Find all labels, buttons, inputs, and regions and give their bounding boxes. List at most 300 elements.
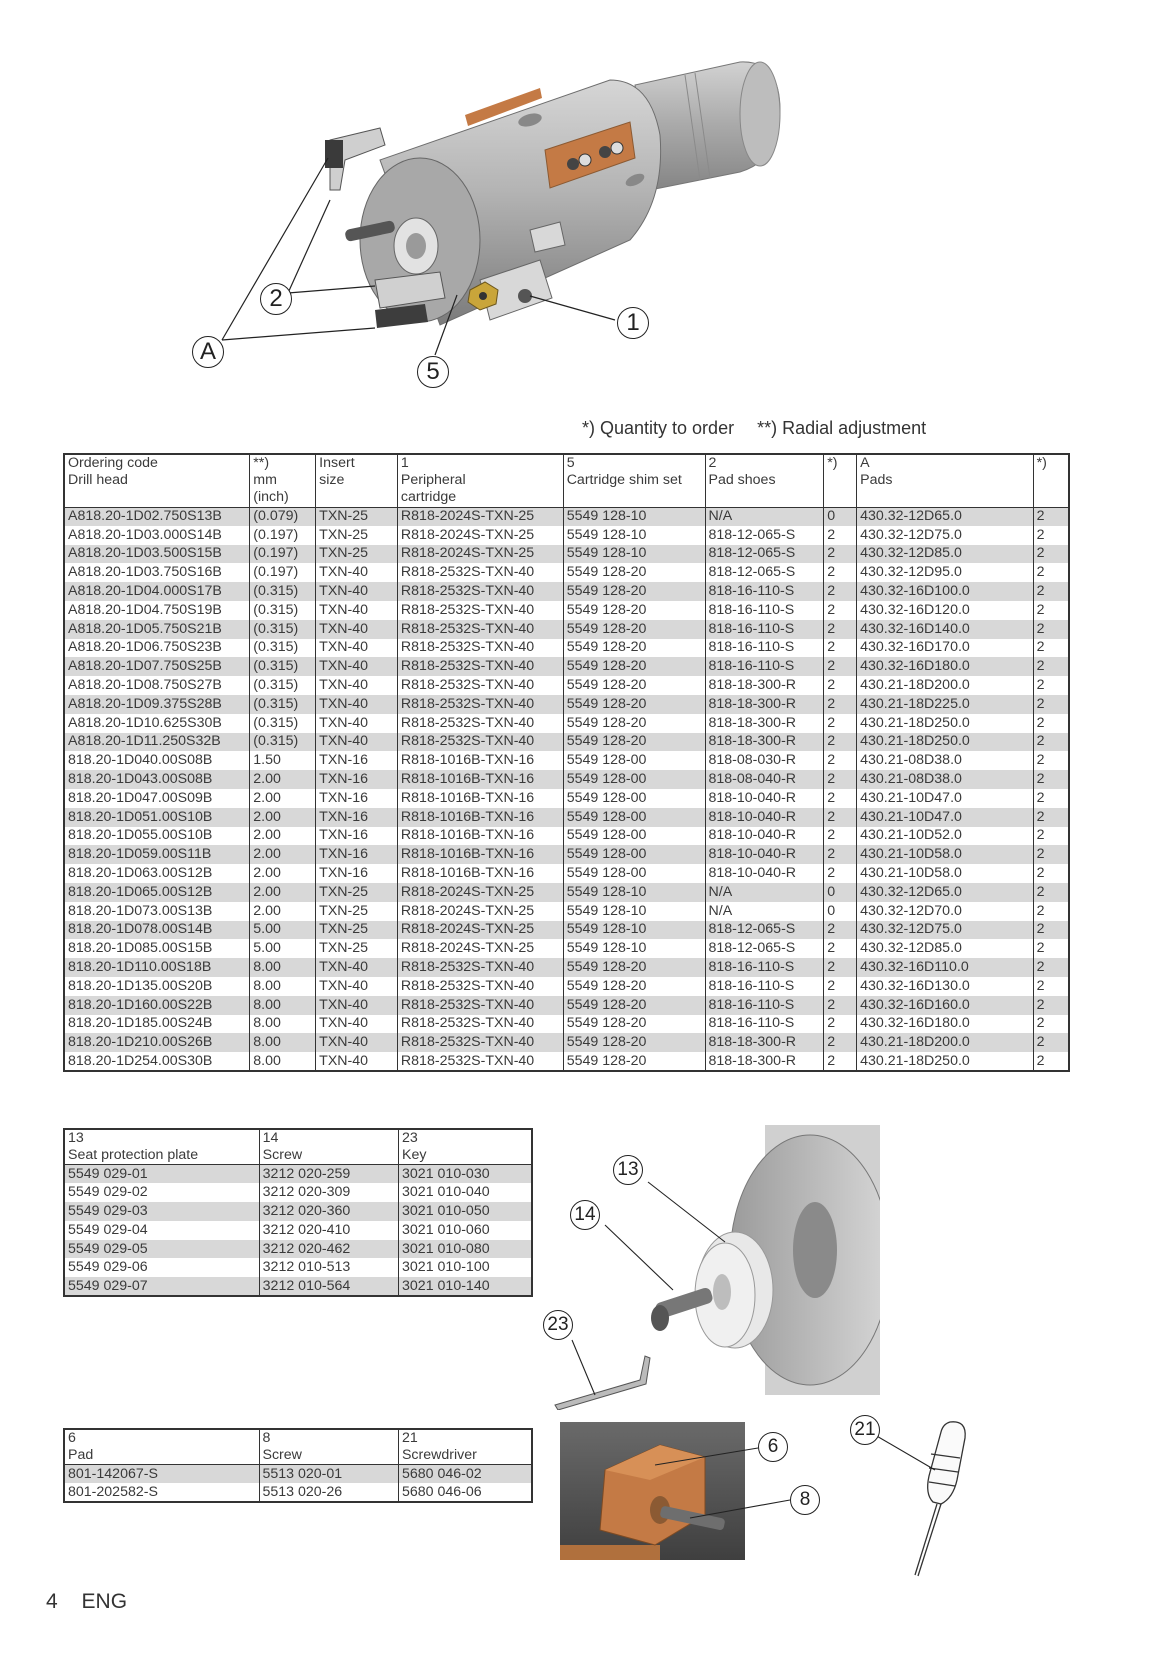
table-row <box>64 751 1069 770</box>
table-cell: 5549 128-00 <box>563 827 705 846</box>
radial-adjustment-note: **) Radial adjustment <box>757 418 927 438</box>
table-cell: 430.32-12D65.0 <box>857 507 1033 526</box>
table-cell: 5549 029-07 <box>64 1277 259 1296</box>
table-row <box>64 1277 532 1296</box>
table-cell: 430.32-16D100.0 <box>857 582 1033 601</box>
table-cell: A818.20-1D03.750S16B <box>64 563 250 582</box>
table-cell: 8.00 <box>250 996 316 1015</box>
table-cell: 8.00 <box>250 1052 316 1071</box>
table-cell: 818-18-300-R <box>705 714 824 733</box>
table-header-row <box>64 1129 532 1165</box>
table-cell: 2 <box>1033 695 1069 714</box>
table-cell: TXN-25 <box>316 883 398 902</box>
table-cell: 3021 010-100 <box>399 1258 532 1277</box>
table-cell: 2 <box>1033 939 1069 958</box>
table-cell: 3212 020-410 <box>259 1221 398 1240</box>
table-cell: 818-10-040-R <box>705 789 824 808</box>
table-cell: A818.20-1D03.500S15B <box>64 545 250 564</box>
table-cell: 818-16-110-S <box>705 657 824 676</box>
table-cell: TXN-40 <box>316 601 398 620</box>
table-cell: 3021 010-060 <box>399 1221 532 1240</box>
page-number: 4 <box>46 1590 58 1613</box>
table-cell: 818-08-030-R <box>705 751 824 770</box>
table-cell: 430.21-10D47.0 <box>857 808 1033 827</box>
column-header-line: size <box>319 472 345 488</box>
table-cell: 2 <box>824 714 857 733</box>
table-cell: 2 <box>824 657 857 676</box>
table-cell: R818-2532S-TXN-40 <box>397 1015 563 1034</box>
table-cell: 818-16-110-S <box>705 639 824 658</box>
table-cell: 2 <box>824 601 857 620</box>
column-header-line: 21 <box>401 1430 418 1446</box>
table-cell: TXN-16 <box>316 808 398 827</box>
table-cell: 430.21-18D250.0 <box>857 714 1033 733</box>
table-cell: 2 <box>1033 526 1069 545</box>
table-cell: 818-18-300-R <box>705 1033 824 1052</box>
table-cell: 2 <box>824 977 857 996</box>
table-cell: 5549 128-10 <box>563 902 705 921</box>
column-header-line: Seat protection plate <box>68 1147 199 1163</box>
table-cell: A818.20-1D04.750S19B <box>64 601 250 620</box>
table-cell: R818-2532S-TXN-40 <box>397 958 563 977</box>
table-cell: 2 <box>1033 921 1069 940</box>
table-cell: 0 <box>824 507 857 526</box>
table-cell: 430.21-10D58.0 <box>857 864 1033 883</box>
table-row <box>64 620 1069 639</box>
table-cell: 3212 020-259 <box>259 1165 398 1184</box>
table-row <box>64 902 1069 921</box>
table-cell: 2 <box>824 827 857 846</box>
table-cell: R818-1016B-TXN-16 <box>397 845 563 864</box>
table-row <box>64 639 1069 658</box>
table-cell: (0.197) <box>250 526 316 545</box>
table-cell: 5549 128-20 <box>563 733 705 752</box>
table-cell: 5513 020-01 <box>259 1465 398 1484</box>
column-header-line: Screw <box>262 1447 302 1463</box>
table-cell: TXN-40 <box>316 657 398 676</box>
table-cell: 5549 029-05 <box>64 1240 259 1259</box>
table-cell: 2 <box>824 921 857 940</box>
table-cell: 5549 029-03 <box>64 1202 259 1221</box>
table-cell: 801-142067-S <box>64 1465 259 1484</box>
table-cell: A818.20-1D03.000S14B <box>64 526 250 545</box>
table-cell: R818-1016B-TXN-16 <box>397 808 563 827</box>
table-cell: 818.20-1D043.00S08B <box>64 770 250 789</box>
table-row <box>64 695 1069 714</box>
table-cell: (0.315) <box>250 695 316 714</box>
table-cell: 430.21-10D58.0 <box>857 845 1033 864</box>
table-cell: 2 <box>824 639 857 658</box>
table-cell: 818.20-1D210.00S26B <box>64 1033 250 1052</box>
table-row <box>64 714 1069 733</box>
column-header <box>397 454 563 507</box>
table-cell: 430.32-16D180.0 <box>857 1015 1033 1034</box>
table-cell: 801-202582-S <box>64 1483 259 1502</box>
table-cell: 818-16-110-S <box>705 1015 824 1034</box>
table-cell: 2 <box>1033 1015 1069 1034</box>
table-cell: 2 <box>1033 676 1069 695</box>
table-cell: 2 <box>824 808 857 827</box>
column-header <box>64 454 250 507</box>
column-header-line: cartridge <box>400 489 457 505</box>
table-row <box>64 657 1069 676</box>
table-row <box>64 676 1069 695</box>
table-cell: R818-2532S-TXN-40 <box>397 676 563 695</box>
table-cell: 818-10-040-R <box>705 845 824 864</box>
table-row <box>64 1465 532 1484</box>
table-cell: 818.20-1D047.00S09B <box>64 789 250 808</box>
column-header <box>1033 454 1069 507</box>
table-cell: 818.20-1D135.00S20B <box>64 977 250 996</box>
table-cell: 818.20-1D185.00S24B <box>64 1015 250 1034</box>
table-cell: TXN-40 <box>316 639 398 658</box>
table-cell: 2 <box>1033 639 1069 658</box>
table-row <box>64 770 1069 789</box>
column-header <box>250 454 316 507</box>
table-cell: 818-18-300-R <box>705 733 824 752</box>
table-cell: 5549 128-20 <box>563 620 705 639</box>
table-cell: R818-1016B-TXN-16 <box>397 864 563 883</box>
pad-table <box>63 1428 533 1503</box>
table-cell: 430.32-16D110.0 <box>857 958 1033 977</box>
table-cell: (0.315) <box>250 657 316 676</box>
table-cell: 818-18-300-R <box>705 1052 824 1071</box>
column-header-line: Cartridge shim set <box>566 472 682 488</box>
table-cell: 5549 029-01 <box>64 1165 259 1184</box>
table-cell: 5549 128-20 <box>563 1052 705 1071</box>
table-cell: 2 <box>1033 789 1069 808</box>
table-cell: 818-18-300-R <box>705 695 824 714</box>
table-cell: R818-2024S-TXN-25 <box>397 526 563 545</box>
table-cell: R818-1016B-TXN-16 <box>397 770 563 789</box>
callout-14: 14 <box>570 1200 600 1230</box>
table-cell: (0.315) <box>250 582 316 601</box>
table-cell: (0.197) <box>250 545 316 564</box>
drill-head-illustration <box>180 40 820 410</box>
table-cell: 818.20-1D055.00S10B <box>64 827 250 846</box>
table-cell: 2 <box>824 1033 857 1052</box>
table-cell: 2 <box>1033 507 1069 526</box>
table-cell: 2 <box>1033 1052 1069 1071</box>
table-row <box>64 845 1069 864</box>
table-row <box>64 1202 532 1221</box>
table-row <box>64 733 1069 752</box>
table-cell: 818.20-1D110.00S18B <box>64 958 250 977</box>
table-cell: 818-16-110-S <box>705 958 824 977</box>
table-cell: 2.00 <box>250 883 316 902</box>
table-cell: 5549 128-20 <box>563 563 705 582</box>
column-header <box>399 1129 532 1165</box>
table-cell: 2 <box>1033 563 1069 582</box>
table-cell: 430.32-16D170.0 <box>857 639 1033 658</box>
table-row <box>64 958 1069 977</box>
table-cell: (0.315) <box>250 601 316 620</box>
table-cell: 430.21-18D225.0 <box>857 695 1033 714</box>
table-cell: 2 <box>1033 1033 1069 1052</box>
table-cell: TXN-25 <box>316 526 398 545</box>
table-cell: TXN-16 <box>316 789 398 808</box>
table-cell: 430.21-08D38.0 <box>857 751 1033 770</box>
table-cell: 2 <box>1033 883 1069 902</box>
table-cell: 3021 010-040 <box>399 1183 532 1202</box>
table-cell: 2.00 <box>250 808 316 827</box>
table-cell: TXN-40 <box>316 1015 398 1034</box>
column-header-line: *) <box>1036 455 1047 471</box>
table-cell: 430.32-12D75.0 <box>857 526 1033 545</box>
table-row <box>64 526 1069 545</box>
table-cell: 430.32-16D180.0 <box>857 657 1033 676</box>
table-cell: N/A <box>705 507 824 526</box>
table-cell: 2 <box>824 526 857 545</box>
table-cell: 430.32-12D85.0 <box>857 545 1033 564</box>
table-cell: TXN-25 <box>316 507 398 526</box>
table-cell: 2 <box>824 996 857 1015</box>
table-cell: 2 <box>1033 657 1069 676</box>
table-cell: 5549 128-20 <box>563 676 705 695</box>
table-cell: 2 <box>1033 977 1069 996</box>
table-row <box>64 1015 1069 1034</box>
table-cell: 2 <box>1033 714 1069 733</box>
table-cell: (0.315) <box>250 620 316 639</box>
table-cell: 8.00 <box>250 1015 316 1034</box>
table-cell: 430.21-18D250.0 <box>857 733 1033 752</box>
table-cell: 5549 128-20 <box>563 639 705 658</box>
table-cell: R818-2532S-TXN-40 <box>397 977 563 996</box>
table-cell: 3212 010-513 <box>259 1258 398 1277</box>
table-cell: TXN-40 <box>316 714 398 733</box>
table-cell: N/A <box>705 883 824 902</box>
table-cell: R818-2532S-TXN-40 <box>397 639 563 658</box>
table-cell: 2 <box>1033 545 1069 564</box>
seat-protection-illustration <box>547 1120 880 1410</box>
table-cell: 430.32-16D120.0 <box>857 601 1033 620</box>
table-cell: 5549 128-20 <box>563 582 705 601</box>
table-row <box>64 789 1069 808</box>
table-row <box>64 864 1069 883</box>
table-row <box>64 808 1069 827</box>
callout-1: 1 <box>617 307 649 339</box>
table-row <box>64 1240 532 1259</box>
table-cell: 5549 128-10 <box>563 883 705 902</box>
table-cell: 2 <box>1033 958 1069 977</box>
table-row <box>64 921 1069 940</box>
table-cell: TXN-16 <box>316 845 398 864</box>
table-cell: 3212 020-309 <box>259 1183 398 1202</box>
table-cell: R818-2532S-TXN-40 <box>397 714 563 733</box>
table-cell: A818.20-1D09.375S28B <box>64 695 250 714</box>
table-row <box>64 977 1069 996</box>
table-cell: 818-16-110-S <box>705 977 824 996</box>
table-cell: 2.00 <box>250 770 316 789</box>
table-cell: 2 <box>824 939 857 958</box>
table-cell: 818.20-1D078.00S14B <box>64 921 250 940</box>
table-cell: 5549 128-00 <box>563 864 705 883</box>
table-cell: 5549 128-20 <box>563 601 705 620</box>
seat-plate-drawing <box>550 1120 880 1410</box>
column-header <box>64 1129 259 1165</box>
table-cell: R818-2532S-TXN-40 <box>397 1052 563 1071</box>
table-cell: TXN-40 <box>316 620 398 639</box>
callout-2: 2 <box>260 283 292 315</box>
column-header-line: mm <box>253 472 277 488</box>
table-cell: (0.315) <box>250 733 316 752</box>
table-cell: 5549 128-20 <box>563 996 705 1015</box>
table-cell: TXN-40 <box>316 1033 398 1052</box>
table-cell: 2.00 <box>250 902 316 921</box>
table-cell: 2 <box>1033 582 1069 601</box>
table-cell: R818-2532S-TXN-40 <box>397 657 563 676</box>
table-cell: 5680 046-06 <box>398 1483 532 1502</box>
table-cell: 0 <box>824 883 857 902</box>
table-cell: TXN-40 <box>316 582 398 601</box>
table-row <box>64 827 1069 846</box>
column-header <box>259 1429 398 1465</box>
table-cell: 2 <box>824 958 857 977</box>
table-cell: (0.197) <box>250 563 316 582</box>
table-cell: 818-10-040-R <box>705 827 824 846</box>
table-cell: 2.00 <box>250 864 316 883</box>
table-cell: 3021 010-030 <box>399 1165 532 1184</box>
column-header <box>857 454 1033 507</box>
table-cell: 3212 020-360 <box>259 1202 398 1221</box>
table-cell: 5680 046-02 <box>398 1465 532 1484</box>
drill-head-parts-table <box>63 453 1070 1072</box>
table-cell: 5549 128-20 <box>563 714 705 733</box>
column-header-line: *) <box>827 455 838 471</box>
table-cell: 818.20-1D085.00S15B <box>64 939 250 958</box>
table-cell: 2 <box>824 751 857 770</box>
callout-5: 5 <box>417 356 449 388</box>
table-cell: 5549 128-00 <box>563 845 705 864</box>
table-cell: TXN-40 <box>316 996 398 1015</box>
table-cell: 818.20-1D160.00S22B <box>64 996 250 1015</box>
table-cell: 2 <box>1033 601 1069 620</box>
column-header-line: (inch) <box>253 489 289 505</box>
table-cell: R818-2532S-TXN-40 <box>397 620 563 639</box>
table-cell: TXN-40 <box>316 1052 398 1071</box>
table-cell: 2 <box>824 733 857 752</box>
table-cell: 430.21-08D38.0 <box>857 770 1033 789</box>
table-cell: 2.00 <box>250 827 316 846</box>
table-cell: 2.00 <box>250 845 316 864</box>
table-cell: 818-12-065-S <box>705 939 824 958</box>
column-header <box>824 454 857 507</box>
column-header <box>259 1129 398 1165</box>
table-cell: R818-2024S-TXN-25 <box>397 939 563 958</box>
table-cell: 430.21-18D250.0 <box>857 1052 1033 1071</box>
table-cell: 818-12-065-S <box>705 921 824 940</box>
table-cell: 818-16-110-S <box>705 582 824 601</box>
table-cell: 5549 128-00 <box>563 808 705 827</box>
table-row <box>64 1183 532 1202</box>
table-cell: 818-12-065-S <box>705 526 824 545</box>
table-cell: 430.32-12D70.0 <box>857 902 1033 921</box>
table-cell: R818-2532S-TXN-40 <box>397 601 563 620</box>
table-cell: 5549 128-20 <box>563 958 705 977</box>
table-row <box>64 883 1069 902</box>
table-cell: 818-16-110-S <box>705 601 824 620</box>
table-row <box>64 601 1069 620</box>
column-header-line: Ordering code <box>68 455 158 471</box>
table-cell: 430.21-18D200.0 <box>857 676 1033 695</box>
column-header-line: 8 <box>262 1430 271 1446</box>
table-cell: 2 <box>824 545 857 564</box>
table-cell: TXN-16 <box>316 770 398 789</box>
table-cell: 5.00 <box>250 939 316 958</box>
table-cell: 2 <box>824 695 857 714</box>
column-header-line: 5 <box>566 455 575 471</box>
table-cell: 2 <box>824 563 857 582</box>
table-cell: R818-2024S-TXN-25 <box>397 545 563 564</box>
table-cell: 3212 010-564 <box>259 1277 398 1296</box>
callout-A: A <box>192 336 224 368</box>
table-cell: 2 <box>824 676 857 695</box>
table-legend <box>582 418 944 439</box>
table-cell: 2 <box>1033 996 1069 1015</box>
column-header-line: 1 <box>400 455 409 471</box>
table-cell: 2 <box>1033 770 1069 789</box>
table-cell: 3212 020-462 <box>259 1240 398 1259</box>
table-cell: R818-2024S-TXN-25 <box>397 921 563 940</box>
table-cell: 818.20-1D065.00S12B <box>64 883 250 902</box>
table-cell: 5549 128-20 <box>563 657 705 676</box>
table-cell: 818.20-1D254.00S30B <box>64 1052 250 1071</box>
callout-21: 21 <box>850 1415 880 1445</box>
language-label: ENG <box>81 1590 128 1613</box>
table-cell: 818.20-1D059.00S11B <box>64 845 250 864</box>
table-cell: 818-16-110-S <box>705 620 824 639</box>
column-header-line: 6 <box>68 1430 76 1446</box>
table-cell: A818.20-1D11.250S32B <box>64 733 250 752</box>
table-row <box>64 507 1069 526</box>
column-header-line: Screwdriver <box>401 1447 477 1463</box>
page-footer <box>46 1590 127 1614</box>
table-cell: 3021 010-050 <box>399 1202 532 1221</box>
table-cell: 2 <box>1033 733 1069 752</box>
table-cell: A818.20-1D10.625S30B <box>64 714 250 733</box>
table-cell: 430.32-16D160.0 <box>857 996 1033 1015</box>
column-header-line: Peripheral <box>400 472 466 488</box>
table-cell: 430.32-16D130.0 <box>857 977 1033 996</box>
column-header-line: A <box>860 455 870 471</box>
table-cell: 2 <box>1033 864 1069 883</box>
callout-23: 23 <box>543 1310 573 1340</box>
table-cell: 430.21-10D52.0 <box>857 827 1033 846</box>
table-cell: 5549 128-20 <box>563 977 705 996</box>
table-cell: 8.00 <box>250 1033 316 1052</box>
table-row <box>64 545 1069 564</box>
table-cell: 5.00 <box>250 921 316 940</box>
table-cell: 5549 128-10 <box>563 921 705 940</box>
table-cell: 2 <box>824 770 857 789</box>
table-cell: R818-2024S-TXN-25 <box>397 902 563 921</box>
table-cell: 430.32-16D140.0 <box>857 620 1033 639</box>
table-cell: (0.315) <box>250 676 316 695</box>
table-cell: 5549 128-10 <box>563 545 705 564</box>
table-cell: 2 <box>1033 751 1069 770</box>
table-cell: A818.20-1D05.750S21B <box>64 620 250 639</box>
table-cell: (0.079) <box>250 507 316 526</box>
table-cell: 3021 010-140 <box>399 1277 532 1296</box>
table-cell: 818.20-1D063.00S12B <box>64 864 250 883</box>
table-cell: R818-1016B-TXN-16 <box>397 789 563 808</box>
table-cell: 818-16-110-S <box>705 996 824 1015</box>
table-cell: TXN-40 <box>316 676 398 695</box>
table-cell: 5549 029-04 <box>64 1221 259 1240</box>
table-cell: 2 <box>824 845 857 864</box>
table-row <box>64 563 1069 582</box>
table-cell: R818-2532S-TXN-40 <box>397 996 563 1015</box>
